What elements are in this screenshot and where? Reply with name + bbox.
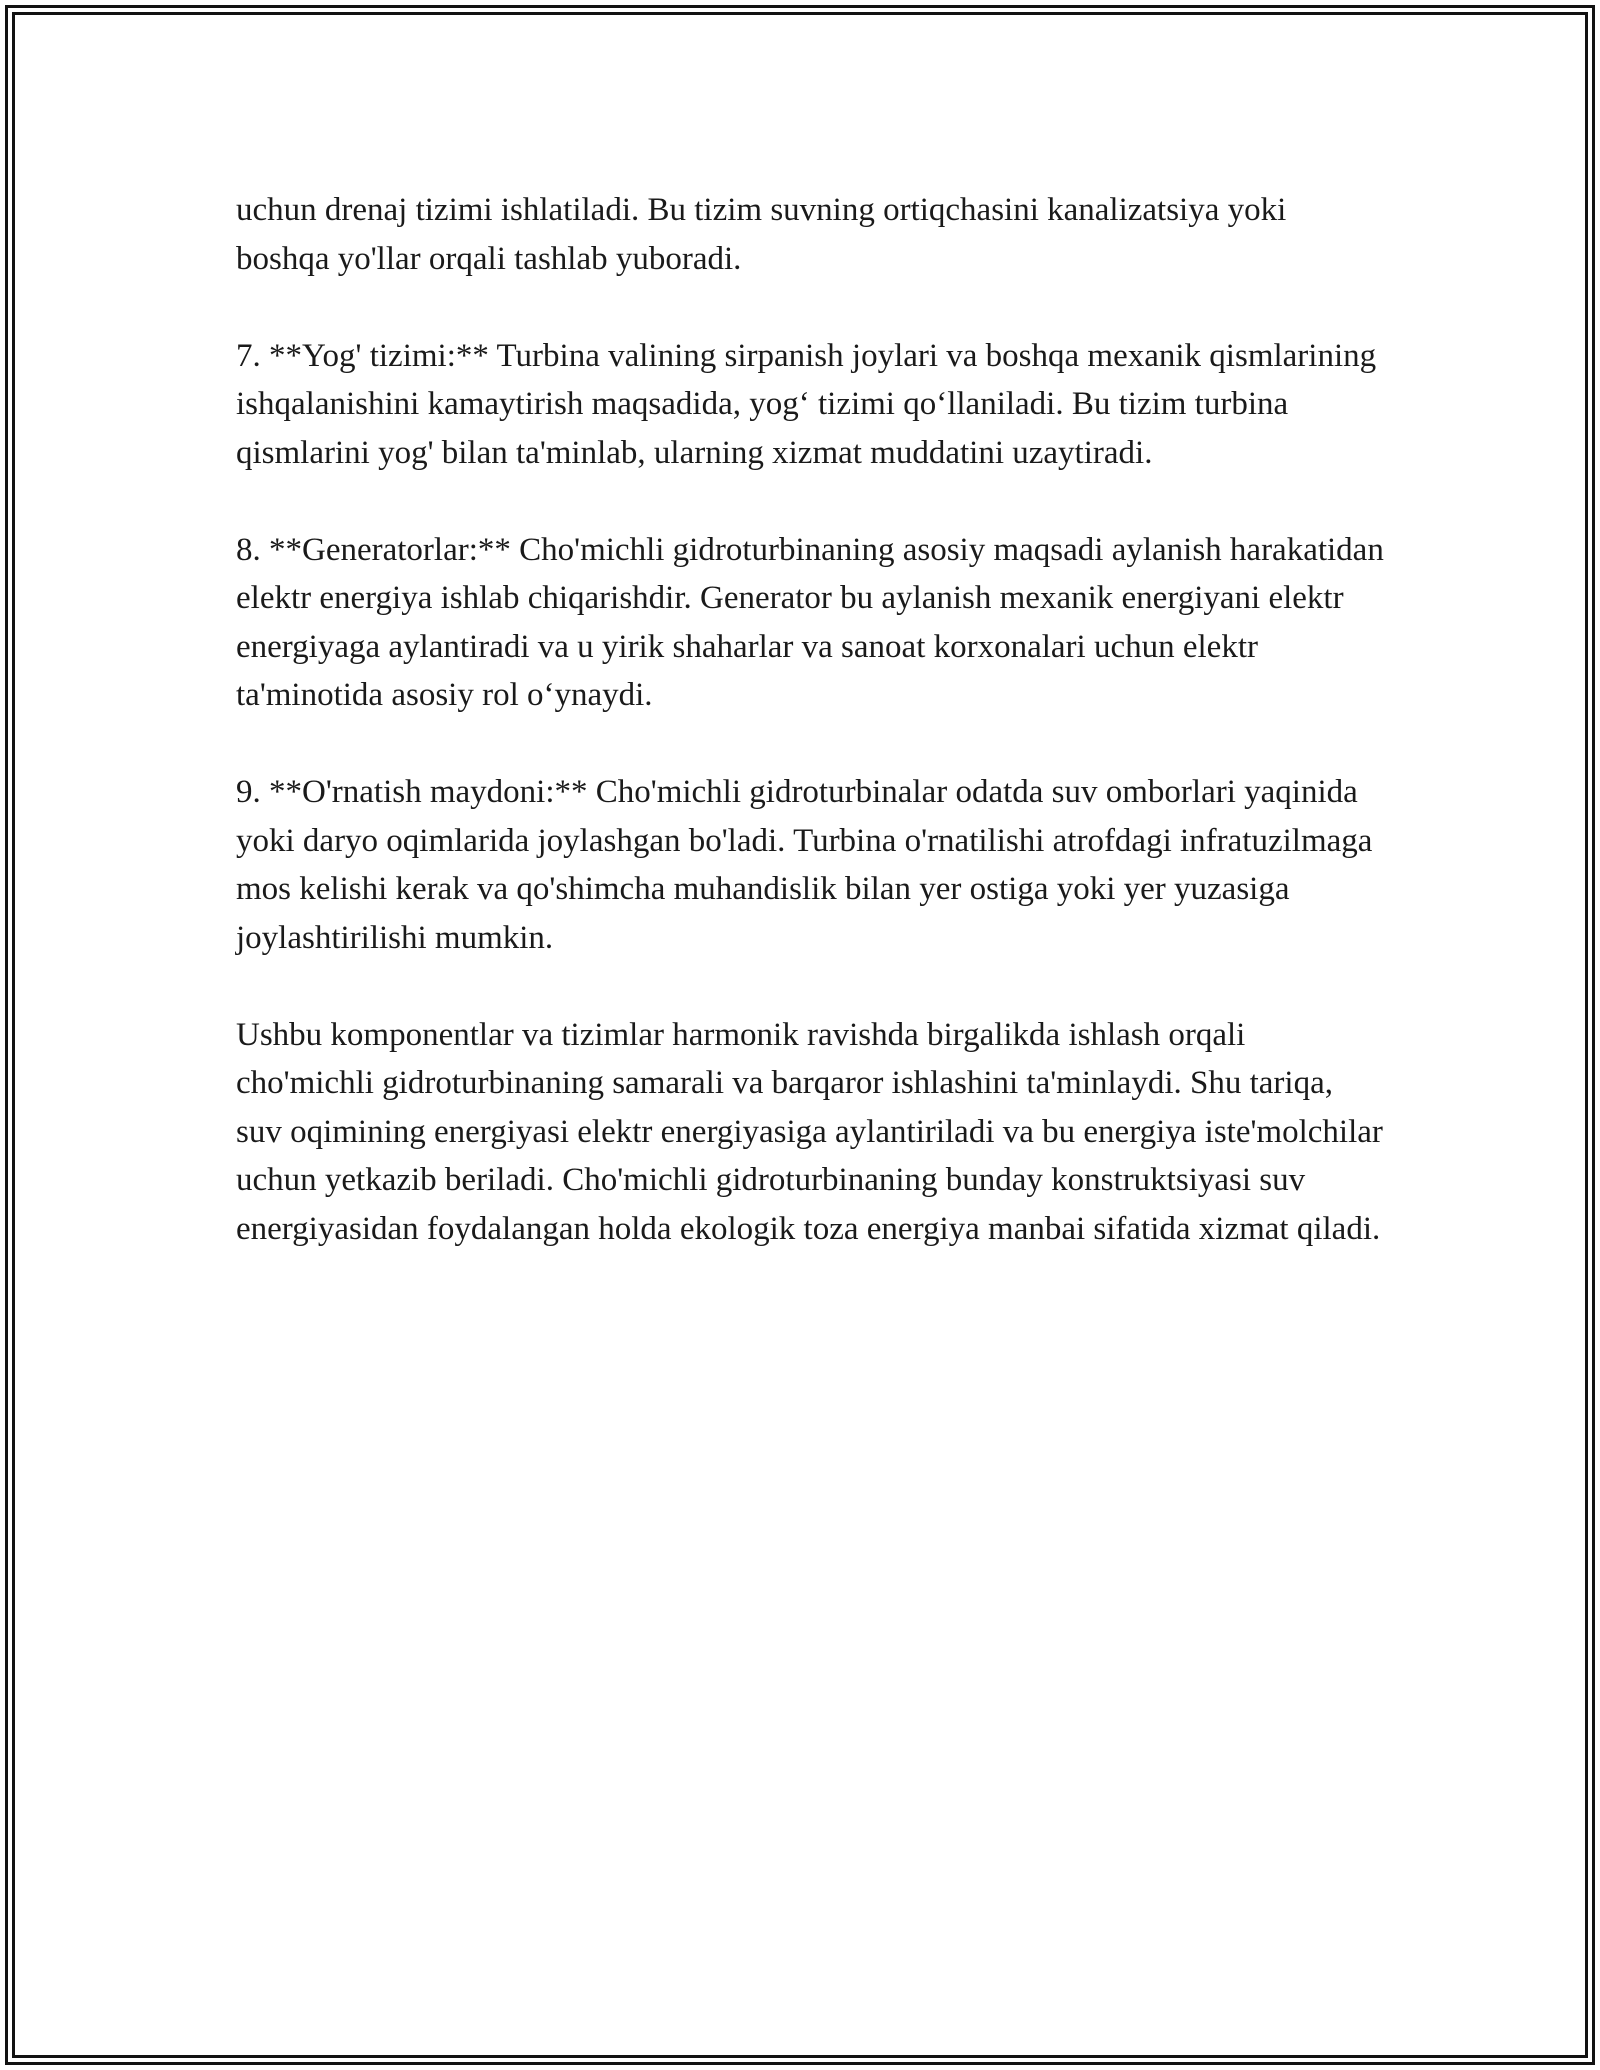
- paragraph-drainage-continuation: uchun drenaj tizimi ishlatiladi. Bu tizim suvning ortiqchasini kanalizatsiya yoki boshqa yo'llar orqali tashlab yuboradi.: [236, 192, 1287, 277]
- document-body: [236, 186, 1386, 1302]
- paragraph-generators: 8. **Generatorlar:** Cho'michli gidroturbinaning asosiy maqsadi aylanish harakatidan elektr energiya ishlab chiqarishdir. Generator bu aylanish mexanik energiyani elektr energiyaga aylantiradi va u yirik shaharlar va sanoat korxonalari uchun elektr ta'minotida asosiy rol o‘ynaydi.: [236, 531, 1384, 713]
- paragraph-installation-site: 9. **O'rnatish maydoni:** Cho'michli gidroturbinalar odatda suv omborlari yaqinida yoki daryo oqimlarida joylashgan bo'ladi. Turbina o'rnatilishi atrofdagi infratuzilmaga mos kelishi kerak va qo'shimcha muhandislik bilan yer ostiga yoki yer yuzasiga joylashtirilishi mumkin.: [236, 774, 1373, 956]
- paragraph-oil-system: 7. **Yog' tizimi:** Turbina valining sirpanish joylari va boshqa mexanik qismlarining ishqalanishini kamaytirish maqsadida, yog‘ tizimi qo‘llaniladi. Bu tizim turbina qismlarini yog' bilan ta'minlab, ularning xizmat muddatini uzaytiradi.: [236, 337, 1377, 471]
- paragraph-conclusion: Ushbu komponentlar va tizimlar harmonik ravishda birgalikda ishlash orqali cho'michli gidroturbinaning samarali va barqaror ishlashini ta'minlaydi. Shu tariqa, suv oqimining energiyasi elektr energiyasiga aylantiriladi va bu energiya iste'molchilar uchun yetkazib beriladi. Cho'michli gidroturbinaning bunday konstruktsiyasi suv energiyasidan foydalangan holda ekologik toza energiya manbai sifatida xizmat qiladi.: [236, 1016, 1383, 1247]
